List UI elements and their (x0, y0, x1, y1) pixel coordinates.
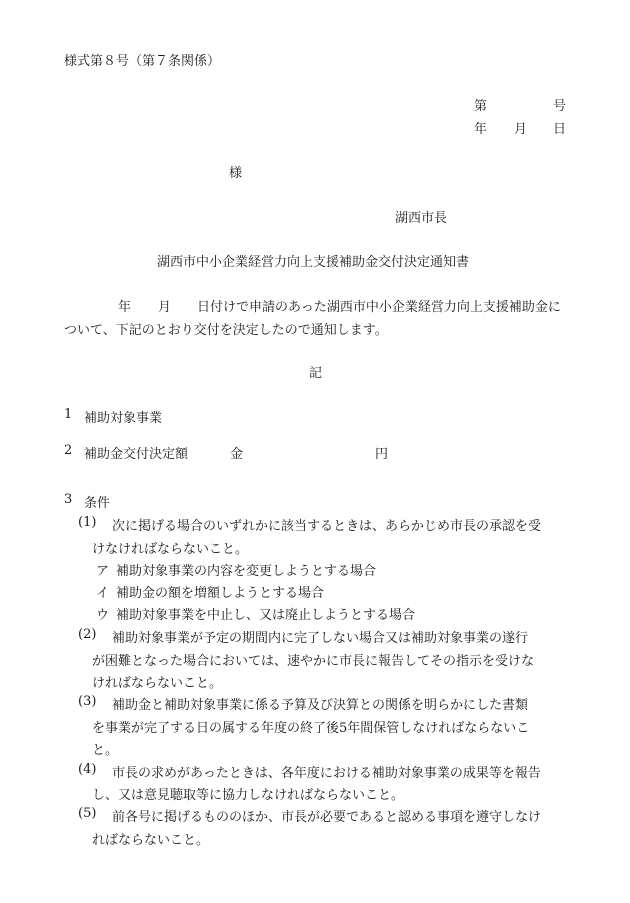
cond4-line2: し、又は意見聴取等に協力しなければならないこと。 (92, 788, 405, 803)
item2-label: 補助金交付決定額 (84, 447, 189, 462)
item3-number: 3 (64, 492, 73, 507)
doc-number-go: 号 (553, 99, 567, 114)
cond5-line2: ればならないこと。 (92, 833, 210, 848)
cond4-line1: 市長の求めがあったときは、各年度における補助対象事業の成果等を報告 (112, 766, 541, 781)
cond3-number: (3) (78, 694, 97, 709)
cond5-line1: 前各号に掲げるもののほか、市長が必要であると認める事項を遵守しなけ (112, 810, 542, 825)
cond1-sub-a-text: 補助対象事業の内容を変更しようとする場合 (116, 564, 377, 579)
date-day: 日 (553, 122, 567, 137)
document-title: 湖西市中小企業経営力向上支援補助金交付決定通知書 (157, 255, 470, 270)
cond3-line2: を事業が完了する日の属する年度の終了後5年間保管しなければならないこ (92, 721, 530, 736)
form-header: 様式第８号（第７条関係） (64, 54, 221, 69)
date-year: 年 (474, 122, 488, 137)
item3-label: 条件 (84, 496, 111, 511)
cond2-number: (2) (78, 627, 97, 642)
addressee-suffix: 様 (229, 166, 243, 181)
item2-kin: 金 (230, 447, 244, 462)
cond2-line1: 補助対象事業が予定の期間内に完了しない場合又は補助対象事業の遂行 (112, 631, 529, 646)
cond1-line2: けなければならないこと。 (92, 542, 249, 557)
cond1-sub-i-text: 補助金の額を増額しようとする場合 (116, 586, 325, 601)
intro-line2: ついて、下記のとおり交付を決定したので通知します。 (64, 323, 388, 338)
cond2-line3: ければならないこと。 (92, 676, 223, 691)
intro-year: 年 (118, 300, 132, 315)
doc-number-dai: 第 (474, 99, 488, 114)
item2-number: 2 (64, 443, 73, 458)
cond5-number: (5) (78, 806, 97, 821)
cond3-line3: と。 (92, 743, 119, 758)
cond1-sub-u-text: 補助対象事業を中止し、又は廃止しようとする場合 (116, 608, 416, 623)
cond1-sub-a-kana: ア (96, 564, 110, 579)
cond3-line1: 補助金と補助対象事業に係る予算及び決算との関係を明らかにした書類 (112, 698, 529, 713)
cond1-sub-i-kana: イ (96, 586, 110, 601)
intro-month: 月 (158, 300, 172, 315)
issuer: 湖西市長 (395, 211, 448, 226)
ki-heading: 記 (309, 366, 323, 381)
intro-line1: 日付けで申請のあった湖西市中小企業経営力向上支援補助金に (197, 300, 561, 315)
cond1-number: (1) (78, 515, 97, 530)
cond1-sub-u-kana: ウ (96, 608, 110, 623)
cond2-line2: が困難となった場合においては、速やかに市長に報告してその指示を受けな (92, 654, 535, 669)
item1-label: 補助対象事業 (84, 411, 163, 426)
item1-number: 1 (64, 407, 73, 422)
cond1-line1: 次に掲げる場合のいずれかに該当するときは、あらかじめ市長の承認を受 (112, 519, 542, 534)
cond4-number: (4) (78, 762, 97, 777)
date-month: 月 (514, 122, 528, 137)
item2-en: 円 (375, 447, 389, 462)
